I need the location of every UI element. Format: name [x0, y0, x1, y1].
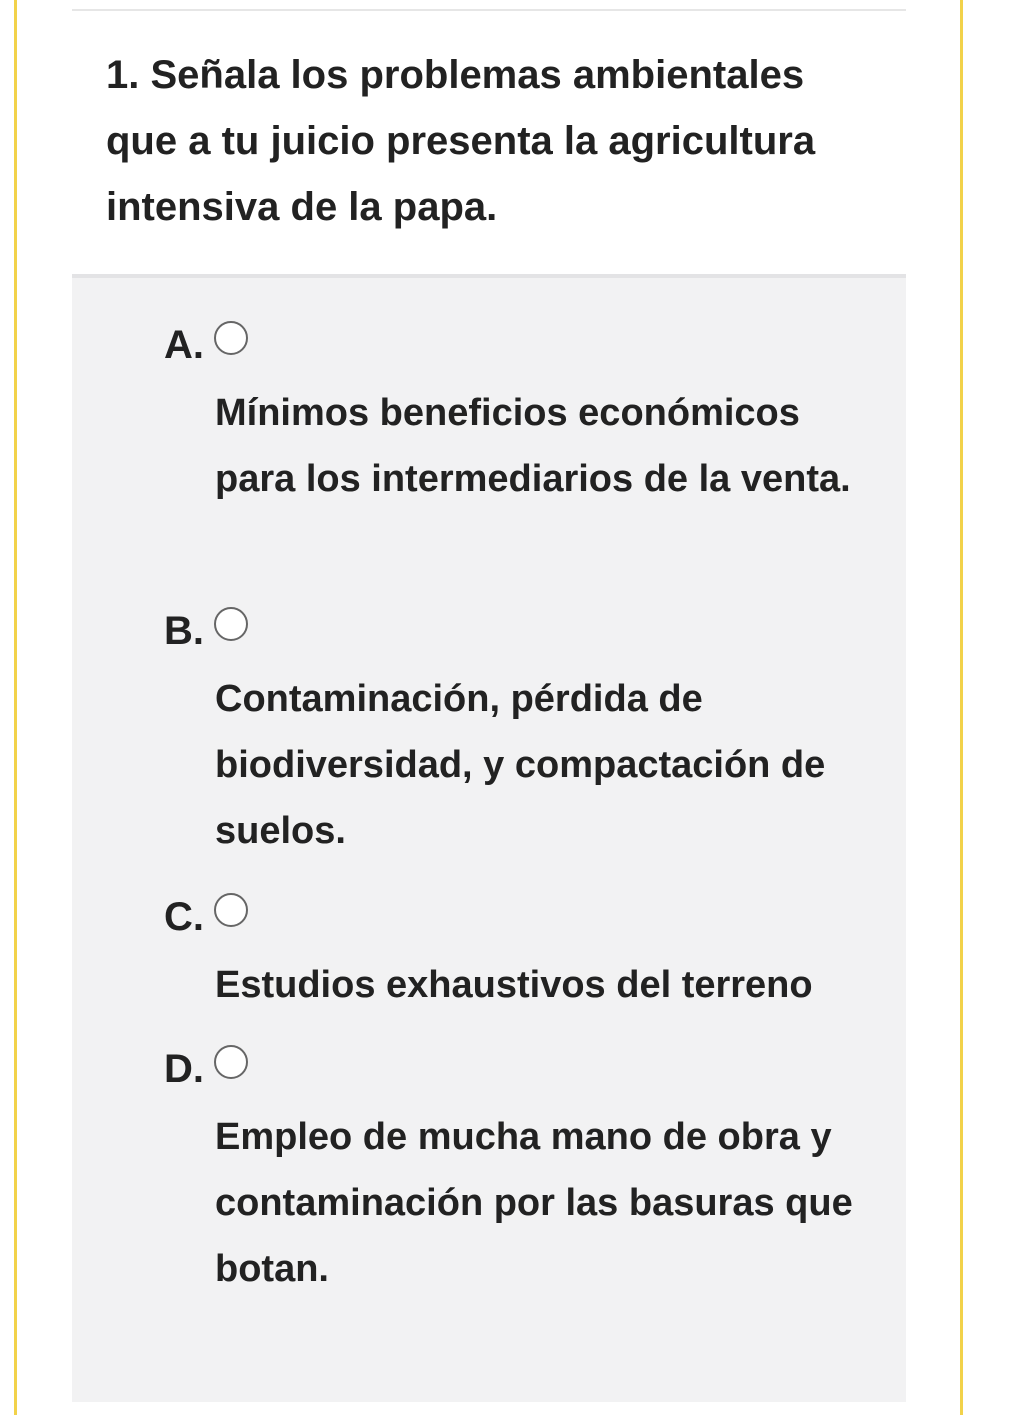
option-c-text[interactable]: Estudios exhaustivos del terreno: [215, 964, 813, 1006]
option-a-radio[interactable]: [214, 321, 248, 355]
option-b-letter: B.: [164, 609, 204, 653]
answer-options-panel: [72, 274, 906, 1402]
option-a-letter: A.: [164, 323, 204, 367]
option-c-radio[interactable]: [214, 893, 248, 927]
option-b-radio[interactable]: [214, 607, 248, 641]
option-d-header: [164, 1046, 248, 1092]
left-border-rail: [14, 0, 17, 1415]
question-text: 1. Señala los problemas ambientales que a tu juicio presenta la agricultura intensiva de la papa.: [106, 53, 816, 229]
option-d-text[interactable]: Empleo de mucha mano de obra y contaminación por las basuras que botan.: [215, 1116, 853, 1290]
option-b-header: [164, 608, 248, 654]
option-b-text[interactable]: Contaminación, pérdida de biodiversidad, y compactación de suelos.: [215, 678, 826, 852]
option-c-header: [164, 894, 248, 940]
option-a-header: [164, 322, 248, 368]
option-d-letter: D.: [164, 1047, 204, 1091]
right-border-rail: [960, 0, 963, 1415]
option-a-text[interactable]: Mínimos beneficios económicos para los intermediarios de la venta.: [215, 392, 851, 500]
top-divider: [72, 9, 906, 11]
option-c-letter: C.: [164, 895, 204, 939]
option-d-radio[interactable]: [214, 1045, 248, 1079]
